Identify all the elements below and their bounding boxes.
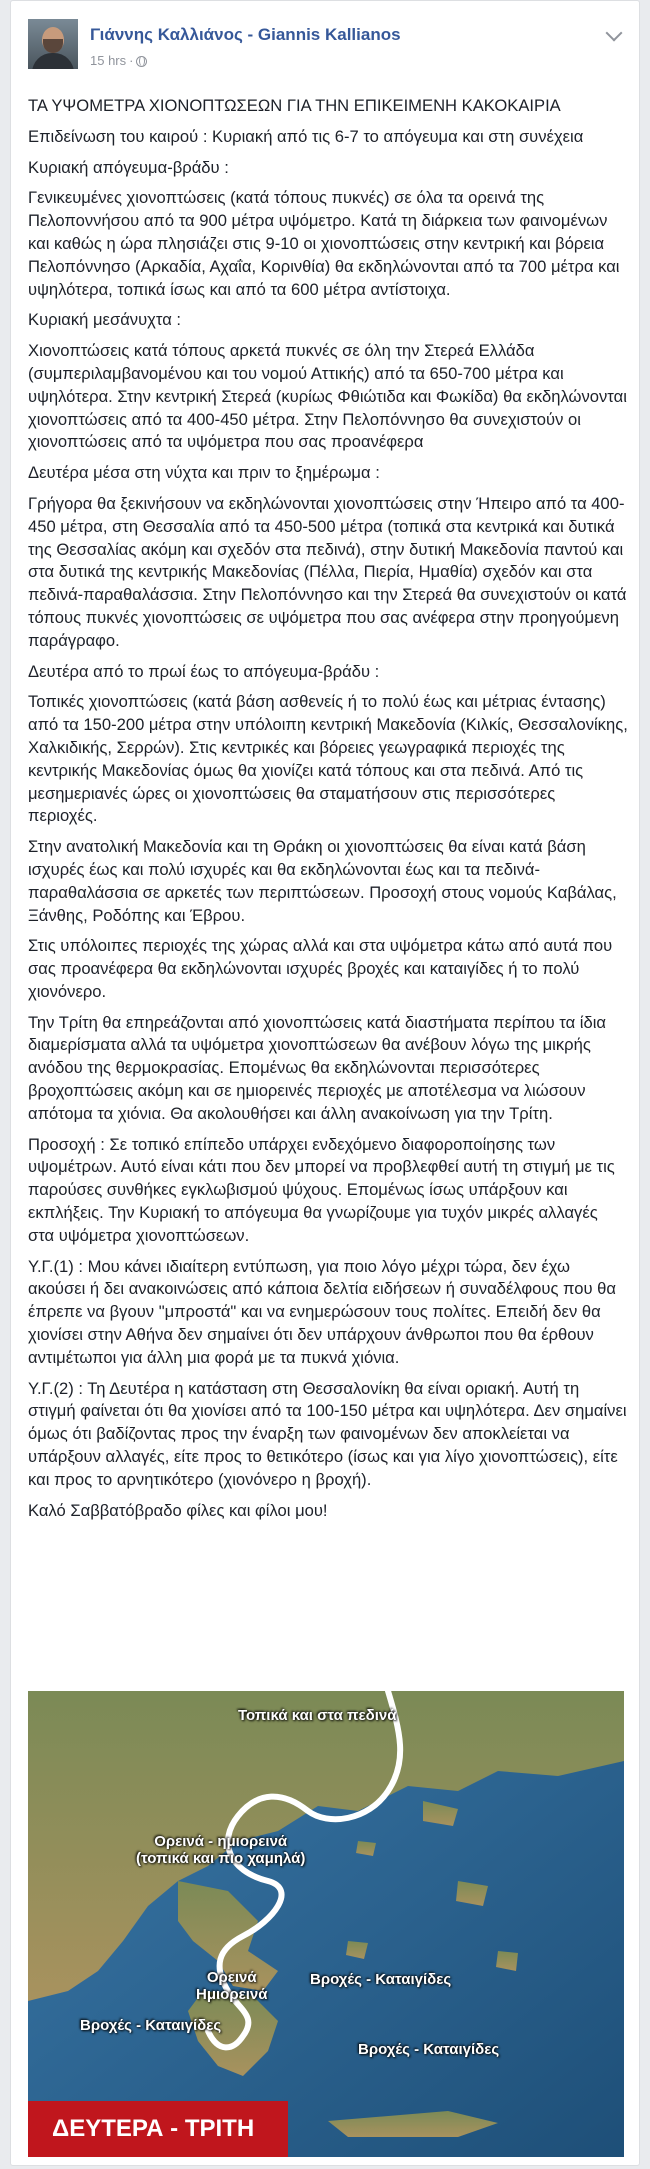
map-label-center xyxy=(196,1969,267,2003)
post-paragraph: Καλό Σαββατόβραδο φίλες και φίλοι μου! xyxy=(28,1500,328,1520)
post-paragraph: Δευτέρα μέσα στη νύχτα και πριν το ξημέρωμα : xyxy=(28,463,380,483)
chevron-down-icon[interactable] xyxy=(606,25,623,42)
post-paragraph: Την Τρίτη θα επηρεάζονται από χιονοπτώσεις κατά διαστήματα περίπου τα ίδια διαμερίσματα αλλά τα υψόμετρα χιονοπτώσεων θα ανέβουν λόγω της μικρής ανόδου της θερμοκρασίας. Επομένως θα εκδηλώνονται περισσότερες βροχοπτώσεις ακόμη και σε ημιορεινές περιοχές με αποτέλεσμα να λιώσουν απότομα τα χιόνια. Θα ακολουθήσει και άλλη ανακοίνωση για την Τρίτη. xyxy=(28,1012,607,1123)
greece-map xyxy=(28,1691,624,2157)
post-title: ΤΑ ΥΨΟΜΕΤΡΑ ΧΙΟΝΟΠΤΩΣΕΩΝ ΓΙΑ ΤΗΝ ΕΠΙΚΕΙΜΕΝΗ ΚΑΚΟΚΑΙΡΙΑ xyxy=(28,96,561,115)
map-label-rain-east: Βροχές - Καταιγίδες xyxy=(310,1971,452,1988)
post-paragraph: Κυριακή απόγευμα-βράδυ : xyxy=(28,157,229,177)
post-timestamp[interactable]: 15 hrs xyxy=(90,53,127,68)
avatar[interactable] xyxy=(28,19,78,69)
post-paragraph: Δευτέρα από το πρωί έως το απόγευμα-βράδυ : xyxy=(28,661,380,681)
post-paragraph: Προσοχή : Σε τοπικό επίπεδο υπάρχει ενδεχόμενο διαφοροποίησης των υψομέτρων. Αυτό είναι κάτι που δεν μπορεί να προβλεφθεί αυτή τη στιγμή με τις παρούσες συνθήκες εγκλωβισμού ψύχους. Επομένως ίσως υπάρξουν και εκπλήξεις. Την Κυριακή το απόγευμα θα γνωρίζουμε για τυχόν μικρές αλλαγές στα υψόμετρα χιονοπτώσεων. xyxy=(28,1134,615,1245)
post-paragraph: Κυριακή μεσάνυχτα : xyxy=(28,310,182,330)
forecast-map-image[interactable] xyxy=(28,1691,624,2157)
post-paragraph: Στην ανατολική Μακεδονία και τη Θράκη οι χιονοπτώσεις θα είναι κατά βάση ισχυρές έως και πολύ ισχυρές και θα εκδηλώνονται έως και τα πεδινά-παραθαλάσσια σε αρκετές των περιπτώσεων. Προσοχή στους νομούς Καβάλας, Ξάνθης, Ροδόπης και Έβρου. xyxy=(28,837,617,925)
map-label-center-line1: Ορεινά xyxy=(206,1969,257,1986)
post-header xyxy=(28,19,624,79)
map-label-rain-south: Βροχές - Καταιγίδες xyxy=(358,2041,500,2058)
post-paragraph: Υ.Γ.(1) : Μου κάνει ιδιαίτερη εντύπωση, για ποιο λόγο μέχρι τώρα, δεν έχω ακούσει ή δει ανακοινώσεις από κάποια δελτία ειδήσεων ή συναδέλφους που θα έπρεπε να βγουν "μπροστά" και να ενημερώσουν τους πολίτες. Επειδή δεν θα χιονίσει στην Αθήνα δεν σημαίνει ότι δεν υπάρχουν άνθρωποι που θα έρθουν αντιμέτωποι για άλλη μια φορά με τα πυκνά χιόνια. xyxy=(28,1256,616,1367)
author-name[interactable]: Γιάννης Καλλιάνος - Giannis Kallianos xyxy=(90,25,401,44)
post-meta: 15 hrs · xyxy=(90,53,147,68)
map-label-lowlands: Τοπικά και στα πεδινά xyxy=(238,1707,397,1724)
map-label-mountains-line2: (τοπικά και πιο χαμηλά) xyxy=(136,1850,306,1867)
map-banner-text: ΔΕΥΤΕΡΑ - ΤΡΙΤΗ xyxy=(52,2115,255,2142)
post-card xyxy=(10,0,640,2166)
post-paragraph: Χιονοπτώσεις κατά τόπους αρκετά πυκνές σε όλη την Στερεά Ελλάδα (συμπεριλαμβανομένου και του νομού Αττικής) από τα 650-700 μέτρα και υψηλότερα. Στην κεντρική Στερεά (κυρίως Φθιώτιδα και Φωκίδα) θα εκδηλώνονται χιονοπτώσεις από τα 400-450 μέτρα. Στην Πελοπόννησο θα συνεχιστούν οι χιονοπτώσεις από τα υψόμετρα που σας προανέφερα xyxy=(28,341,627,452)
map-label-center-line2: Ημιορεινά xyxy=(196,1986,268,2003)
post-paragraph: Τοπικές χιονοπτώσεις (κατά βάση ασθενείς ή το πολύ έως και μέτριας έντασης) από τα 150-200 μέτρα στην υπόλοιπη κεντρική Μακεδονία (Κιλκίς, Θεσσαλονίκης, Χαλκιδικής, Σερρών). Στις κεντρικές και βόρειες γεωγραφικά περιοχές της κεντρικής Μακεδονίας όμως θα χιονίζει κατά τόπους και στα πεδινά. Από τις μεσημεριανές ώρες οι χιονοπτώσεις θα σταματήσουν στις περισσότερες περιοχές. xyxy=(28,692,628,826)
post-text xyxy=(28,95,628,1530)
post-paragraph: Γενικευμένες χιονοπτώσεις (κατά τόπους πυκνές) σε όλα τα ορεινά της Πελοποννήσου από τα 900 μέτρα υψόμετρο. Κατά τη διάρκεια των φαινομένων και καθώς η ώρα πλησιάζει στις 9-10 οι χιονοπτώσεις στην κεντρική και βόρεια Πελοπόννησο (Αρκαδία, Αχαΐα, Κορινθία) θα εκδηλώνονται από τα 700 μέτρα και υψηλότερα, τοπικά ίσως και από τα 600 μέτρα αντίστοιχα. xyxy=(28,188,620,299)
map-label-rain-west: Βροχές - Καταιγίδες xyxy=(80,2017,222,2034)
post-paragraph: Γρήγορα θα ξεκινήσουν να εκδηλώνονται χιονοπτώσεις στην Ήπειρο από τα 400-450 μέτρα, στη Θεσσαλία από τα 450-500 μέτρα (τοπικά στα κεντρικά και δυτικά της Θεσσαλίας ακόμη και σχεδόν στα πεδινά), στην δυτική Μακεδονία παντού και στα δυτικά της κεντρικής Μακεδονίας (Πέλλα, Πιερία, Ημαθία) σχεδόν και στα πεδινά-παραθαλάσσια. Στην Πελοπόννησο και την Στερεά θα συνεχιστούν οι κατά τόπους πυκνές χιονοπτώσεις σε υψόμετρα που σας ανέφερα στην προηγούμενη παράγραφο. xyxy=(28,493,627,650)
map-label-mountains-line1: Ορεινά - ημιορεινά xyxy=(154,1833,288,1850)
globe-icon xyxy=(136,56,147,67)
map-label-mountains xyxy=(136,1833,305,1867)
post-paragraph: Στις υπόλοιπες περιοχές της χώρας αλλά και στα υψόμετρα κάτω από αυτά που σας προανέφερα θα εκδηλώνονται ισχυρές βροχές και καταιγίδες ή το πολύ χιονόνερο. xyxy=(28,936,613,1001)
map-banner xyxy=(28,2101,288,2157)
post-paragraph: Επιδείνωση του καιρού : Κυριακή από τις 6-7 το απόγευμα και στη συνέχεια xyxy=(28,126,584,146)
post-paragraph: Υ.Γ.(2) : Τη Δευτέρα η κατάσταση στη Θεσσαλονίκη θα είναι οριακή. Αυτή τη στιγμή φαίνεται ότι θα χιονίσει από τα 100-150 μέτρα και υψηλότερα. Δεν σημαίνει όμως ότι βαδίζοντας προς την έναρξη των φαινομένων δεν αποκλείεται να υπάρξουν αλλαγές, είτε προς το θετικότερο (ίσως και για λίγο χιονοπτώσεις), είτε και προς το αρνητικότερο (χιονόνερο η βροχή). xyxy=(28,1378,627,1489)
